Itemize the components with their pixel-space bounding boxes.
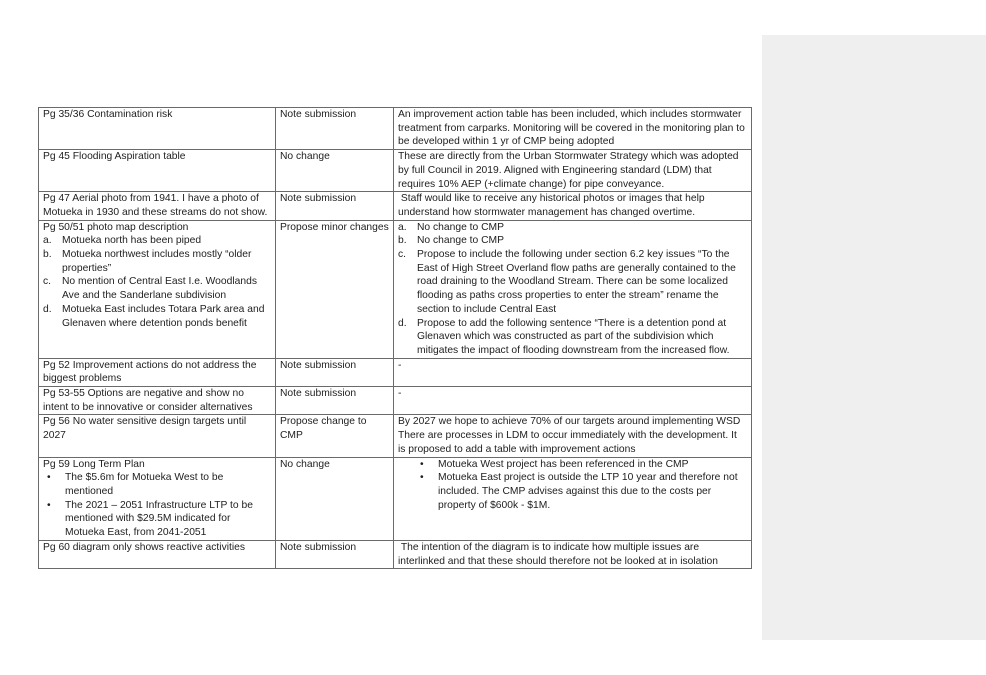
list-item: a. Motueka north has been piped [43,235,202,247]
table-row [39,220,752,358]
list-item: d. Motueka East includes Totara Park area and Glenaven where detention ponds benefit [43,303,265,329]
table-row [39,358,752,386]
list-item: b. Motueka northwest includes mostly “older properties” [43,249,252,274]
list-item: c. No mention of Central East I.e. Woodlands Ave and the Sanderlane subdivision [43,276,257,302]
issue-list [43,234,271,330]
issue-cell: Pg 47 Aerial photo from 1941. I have a photo of Motueka in 1930 and these streams do not show. [39,192,276,220]
action-cell: No change [276,457,394,540]
issue-cell: Pg 35/36 Contamination risk [39,108,276,150]
issue-cell: Pg 59 Long Term Plan • The $5.6m for Motueka West to be mentioned • The 2021 – 2051 Infrastructure LTP to be mentioned with $29.5M indicated for Motueka East, from 2041-2051 [39,457,276,540]
issue-cell: Pg 56 No water sensitive design targets until 2027 [39,415,276,457]
table-row [39,540,752,568]
submission-response-table [38,107,752,569]
list-item: • Motueka West project has been referenced in the CMP [398,458,747,472]
response-cell [394,457,752,540]
response-cell: By 2027 we hope to achieve 70% of our targets around implementing WSD There are processes in LDM to occur immediately with the development. It is proposed to add a table with improvement actions [394,415,752,457]
action-cell: Note submission [276,358,394,386]
action-cell: Propose change to CMP [276,415,394,457]
table-row [39,150,752,192]
response-cell: - [394,387,752,415]
issue-cell: Pg 60 diagram only shows reactive activities [39,540,276,568]
list-item: c. Propose to include the following under section 6.2 key issues “To the East of High Street Overland flow paths are generally contained to the road draining to the Woodland Stream. There can be some localized flooding as paths cross properties to enter the stream” rename the section to include Central East [398,249,736,315]
table-row [39,415,752,457]
issue-cell: Pg 50/51 photo map description a. Motueka north has been piped b. Motueka northwest includes mostly “older properties” c. No mention of Central East I.e. Woodlands Ave and the Sanderlane subdivision d. Motueka East includes Totara Park area and Glenaven where detention ponds benefit [39,220,276,358]
response-cell: Staff would like to receive any historical photos or images that help understand how stormwater management has changed overtime. [394,192,752,220]
table-row [39,192,752,220]
action-cell: No change [276,150,394,192]
table-row [39,387,752,415]
list-item: • Motueka East project is outside the LTP 10 year and therefore not included. The CMP advises against this due to the costs per property of $600k - $1M. [398,471,747,512]
response-cell: An improvement action table has been included, which includes stormwater treatment from carparks. Monitoring will be covered in the monitoring plan to be developed within 1 yr of CMP being adopted [394,108,752,150]
list-item: b. No change to CMP [398,235,504,247]
action-cell: Note submission [276,540,394,568]
response-cell: - [394,358,752,386]
action-cell: Note submission [276,192,394,220]
action-cell: Note submission [276,108,394,150]
response-bullet-list [398,458,747,513]
issue-cell: Pg 53-55 Options are negative and show no intent to be innovative or consider alternatives [39,387,276,415]
issue-cell: Pg 45 Flooding Aspiration table [39,150,276,192]
list-item: • The $5.6m for Motueka West to be mentioned [25,471,271,498]
response-cell: These are directly from the Urban Stormwater Strategy which was adopted by full Council in 2019. Aligned with Engineering standard (LDM) that requires 10% AEP (+climate change) for pipe conveyance. [394,150,752,192]
list-item: • The 2021 – 2051 Infrastructure LTP to be mentioned with $29.5M indicated for Motueka East, from 2041-2051 [25,499,271,540]
response-list [398,221,747,358]
issue-bullet-list [25,471,271,540]
table-row [39,457,752,540]
response-cell: The intention of the diagram is to indicate how multiple issues are interlinked and that these should therefore not be looked at in isolation [394,540,752,568]
response-cell [394,220,752,358]
table-row [39,108,752,150]
issue-cell: Pg 52 Improvement actions do not address the biggest problems [39,358,276,386]
list-item: d. Propose to add the following sentence “There is a detention pond at Glenaven which was constructed as part of the subdivision which mitigates the impact of flooding downstream from the increased flow. [398,317,730,356]
action-cell: Note submission [276,387,394,415]
comment-pane [762,35,986,640]
list-item: a. No change to CMP [398,221,504,233]
action-cell: Propose minor changes [276,220,394,358]
